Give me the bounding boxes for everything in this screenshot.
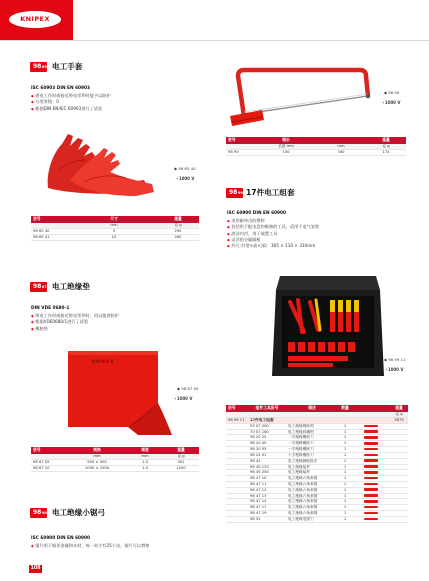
mat-standard: DIN VDE 0680-1 — [31, 306, 70, 311]
saw-voltage-rating: ⚡1000 V — [382, 100, 401, 105]
toolset-voltage-rating: ⚡1000 V — [385, 367, 404, 372]
saw-title: 电工绝缘小锯弓 — [52, 508, 106, 517]
saw-item-code: ◆ 98 90 — [384, 90, 400, 95]
saw-photo — [222, 62, 382, 130]
tool-thumbnail-icon — [364, 488, 378, 491]
knipex-logo: KNIPEX — [9, 11, 61, 28]
insulation-icon: ⚡ — [176, 176, 179, 181]
toolset-standard: ISC 60900 DIN EN 60900 — [227, 211, 287, 216]
saw-bullet: ◆ 锯片用于锯切金属和木材，每一英寸有25个齿，锯片可以替换 — [31, 543, 149, 549]
toolset-title: 17件电工组套 — [246, 188, 295, 197]
toolset-bullet: ◆ 包括用于配电盘和维修的工具，适用于电气安装 — [227, 224, 319, 230]
table-row: 98 65 40 9 290 — [31, 229, 199, 235]
table-row: 98 90 150 340 174 — [226, 150, 406, 156]
table-row: 98 45 125 电工绝缘接杆 1 — [226, 464, 408, 470]
unit-cell: 克 g — [366, 144, 406, 150]
table-row: 98 24 01 十字绝缘螺丝刀 1 — [226, 452, 408, 458]
tool-thumbnail-icon — [364, 471, 378, 474]
unit-cell: 克 g — [390, 412, 408, 418]
table-row: 98 47 11 电工绝缘六角套筒 1 — [226, 481, 408, 487]
table-header: 数量 — [338, 405, 352, 412]
unit-cell: 长度 mm — [256, 144, 316, 150]
tool-thumbnail-icon — [364, 506, 378, 509]
toolset-bullet: ◆ 泡沫内衬，用于放置工具 — [227, 231, 319, 237]
gloves-standard: ISC 60903 DIN EN 60903 — [31, 86, 91, 91]
mat-title: 电工绝缘垫 — [52, 282, 90, 291]
tool-thumbnail-icon — [364, 430, 378, 433]
toolset-bullet: ◆ 采用耐冲击的塑料 — [227, 218, 319, 224]
table-header: 尺寸 — [71, 216, 157, 223]
table-row: 98 52 电工绝缘电缆刀 1 — [226, 516, 408, 522]
toolset-case-photo — [268, 272, 388, 382]
table-row: 98 47 14 电工绝缘六角套筒 1 — [226, 499, 408, 505]
table-row: 98 47 17 电工绝缘六角套筒 1 — [226, 505, 408, 511]
table-header: 锯长 — [256, 137, 316, 144]
tool-thumbnail-icon — [364, 436, 378, 439]
tool-thumbnail-icon — [364, 494, 378, 497]
table-row: 98 67 10 1000 × 1000 1.0 1200 — [31, 465, 199, 471]
table-header: 货号 — [31, 216, 71, 223]
tool-thumbnail-icon — [364, 454, 378, 457]
table-row: 98 47 19 电工绝缘六角套筒 1 — [226, 511, 408, 517]
table-row: 98 20 25 一字绝缘螺丝刀 1 — [226, 435, 408, 441]
header-divider — [0, 40, 429, 41]
table-header: 规格 — [67, 447, 127, 454]
table-row: 98 47 10 电工绝缘六角套筒 1 — [226, 476, 408, 482]
table-row: 98 20 40 一字绝缘螺丝刀 1 — [226, 441, 408, 447]
gloves-spec-table — [31, 216, 199, 241]
tool-thumbnail-icon — [364, 465, 378, 468]
gloves-title: 电工手套 — [52, 62, 83, 71]
mat-section-tag: 98 67 — [30, 282, 47, 292]
table-header: 厚度 — [127, 447, 163, 454]
toolset-section-tag: 98 99 — [226, 188, 243, 198]
tool-thumbnail-icon — [364, 425, 378, 428]
gloves-section-tag: 98 65 — [30, 62, 47, 72]
tool-thumbnail-icon — [364, 459, 378, 462]
table-row: 98 42 电工绝缘棘轮扳手 1 — [226, 458, 408, 464]
page-number: 108 — [29, 565, 42, 573]
mat-bullet: ◆ 带电工作时或接近带电零件时，用以提供防护 — [31, 313, 119, 319]
mat-photo — [68, 351, 172, 435]
tool-thumbnail-icon — [364, 500, 378, 503]
unit-cell: mm — [67, 454, 127, 460]
mat-spec-table — [31, 447, 199, 472]
unit-cell: 克 g — [163, 454, 199, 460]
brand-logo-block — [0, 0, 73, 40]
table-header: 货号 — [31, 447, 67, 454]
toolset-bullet: ◆ 外尺寸(宽×高×深)：365 × 110 × 310mm — [227, 243, 319, 249]
table-row: 70 07 160 电工绝缘斜嘴钳 1 — [226, 429, 408, 435]
table-row: 98 67 05 500 × 500 1.0 301 — [31, 460, 199, 466]
tool-thumbnail-icon — [364, 512, 378, 515]
table-header — [352, 405, 390, 412]
mat-item-code: ◆ 98 67 05 — [177, 386, 199, 391]
saw-section-tag: 98 90 — [30, 508, 47, 518]
table-row: 98 20 55 一字绝缘螺丝刀 1 — [226, 447, 408, 453]
table-row: 98 99 11 17件电工组套 3675 — [226, 418, 408, 424]
mat-voltage-rating: ⚡1000 V — [174, 396, 193, 401]
table-header: 组件工具货号 — [248, 405, 286, 412]
toolset-item-code: ◆ 98 99 11 — [384, 357, 406, 362]
gloves-voltage-rating: ⚡1000 V — [176, 176, 195, 181]
table-header: 描述 — [286, 405, 338, 412]
tool-thumbnail-icon — [364, 442, 378, 445]
unit-cell: mm — [127, 454, 163, 460]
tool-thumbnail-icon — [364, 518, 378, 521]
table-header: 货号 — [226, 405, 248, 412]
gloves-bullet: ◆ 分类等级：0 — [31, 99, 111, 105]
toolset-spec-table — [226, 405, 408, 523]
table-header: 重量 — [157, 216, 199, 223]
gloves-bullets — [31, 93, 111, 112]
table-header: 重量 — [366, 137, 406, 144]
unit-cell: mm — [71, 223, 157, 229]
unit-cell: 克 g — [157, 223, 199, 229]
table-row: 03 07 200 电工绝缘钢丝钳 1 — [226, 423, 408, 429]
table-row: 98 65 41 10 260 — [31, 234, 199, 240]
tool-thumbnail-icon — [364, 483, 378, 486]
table-header — [316, 137, 366, 144]
gloves-bullet: ◆ 带电工作时或接近带电零件时能予以防护 — [31, 93, 111, 99]
mat-bullet: ◆ 橡胶垫 — [31, 326, 119, 332]
table-row: 98 47 12 电工绝缘六角套筒 1 — [226, 487, 408, 493]
gloves-item-code: ◆ 98 65 40 — [174, 166, 196, 171]
gloves-bullet: ◆ 根据DIN EN/IEC 60903进行了试验 — [31, 106, 111, 112]
table-header: 重量 — [390, 405, 408, 412]
insulation-icon: ⚡ — [382, 100, 385, 105]
mat-bullet: ◆ 根据VDE0680/1进行了试验 — [31, 319, 119, 325]
table-header: 货号 — [226, 137, 256, 144]
toolset-bullet: ◆ 灵活的分隔隔板 — [227, 237, 319, 243]
toolset-bullets — [227, 218, 319, 249]
mat-bullets — [31, 313, 119, 332]
table-header: 重量 — [163, 447, 199, 454]
unit-cell: mm — [316, 144, 366, 150]
saw-bullets — [31, 543, 149, 549]
insulation-icon: ⚡ — [385, 367, 388, 372]
insulation-icon: ⚡ — [174, 396, 177, 401]
saw-standard: ISC 60900 DIN EN 60900 — [31, 536, 91, 541]
saw-spec-table — [226, 137, 406, 156]
table-row: 98 45 250 电工绝缘接杆 1 — [226, 470, 408, 476]
gloves-photo — [40, 130, 160, 200]
mat-logo-print: KNIPEX — [92, 360, 115, 365]
header-band — [0, 0, 429, 40]
tool-thumbnail-icon — [364, 448, 378, 451]
tool-thumbnail-icon — [364, 477, 378, 480]
table-row: 98 47 13 电工绝缘六角套筒 1 — [226, 493, 408, 499]
